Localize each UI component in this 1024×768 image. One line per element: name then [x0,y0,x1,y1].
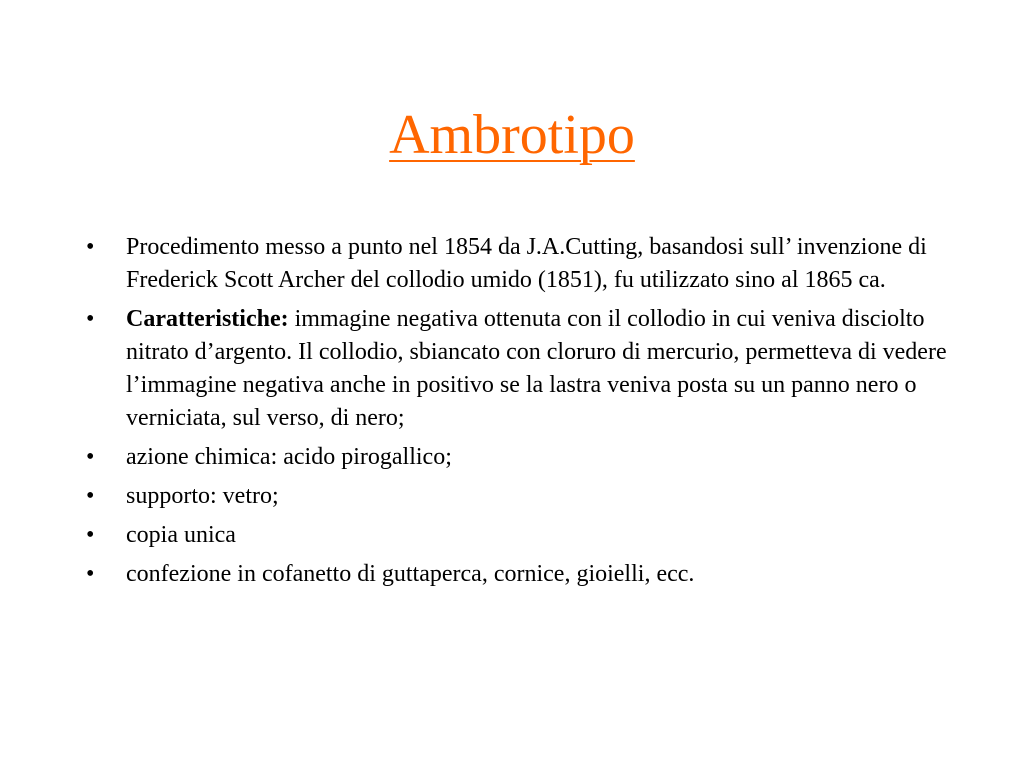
bullet-marker-icon: • [86,522,95,548]
bullet-marker-icon: • [86,306,95,332]
bullet-text: copia unica [126,522,236,548]
bullet-item-1 [86,231,956,297]
bullet-text: immagine negativa ottenuta con il collodio in cui veniva disciolto nitrato d’argento. Il collodio, sbiancato con cloruro di mercurio, permetteva di vedere l’immagine negativa anche in positivo se la lastra veniva posta su un panno nero o verniciata, sul verso, di nero; [126,306,947,431]
bullet-item-5 [86,519,956,552]
slide-title[interactable]: Ambrotipo [389,104,635,166]
bullet-item-4 [86,480,956,513]
bullet-lead: Caratteristiche: [126,306,289,332]
bullet-text: supporto: vetro; [126,483,279,509]
bullet-item-2 [86,303,956,435]
bullet-marker-icon: • [86,444,95,470]
bullet-item-6 [86,558,956,591]
bullet-text: confezione in cofanetto di guttaperca, cornice, gioielli, ecc. [126,561,695,587]
bullet-marker-icon: • [86,561,95,587]
bullet-item-3 [86,441,956,474]
bullet-marker-icon: • [86,483,95,509]
bullet-marker-icon: • [86,234,95,260]
bullet-list [86,231,956,597]
bullet-text: Procedimento messo a punto nel 1854 da J.A.Cutting, basandosi sull’ invenzione di Frederick Scott Archer del collodio umido (1851), fu utilizzato sino al 1865 ca. [126,234,927,293]
bullet-text: azione chimica: acido pirogallico; [126,444,452,470]
